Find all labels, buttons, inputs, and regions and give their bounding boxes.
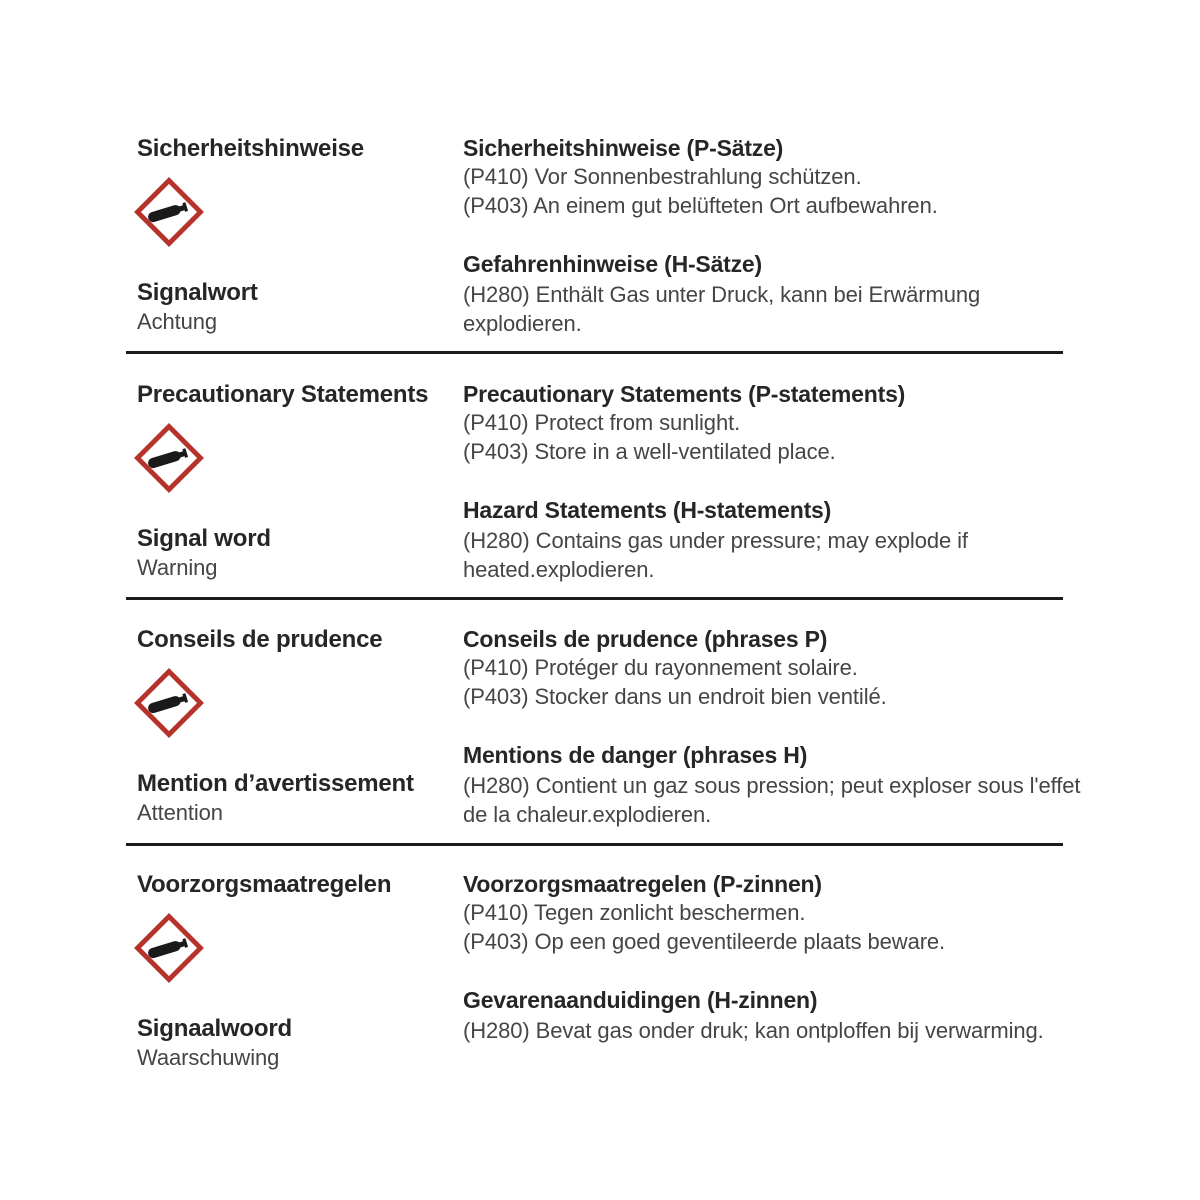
section-english-left-column <box>137 381 463 626</box>
ghs04-gas-cylinder-icon <box>134 668 204 738</box>
h-statements-heading: Hazard Statements (H-statements) <box>463 497 832 523</box>
p-statement: (P410) Tegen zonlicht beschermen. <box>463 900 806 925</box>
h-statements-heading: Mentions de danger (phrases H) <box>463 742 808 768</box>
signal-word-value: Warning <box>137 555 218 580</box>
section-title: Sicherheitshinweise <box>137 135 364 162</box>
section-german <box>137 135 1063 380</box>
h-statement: (H280) Contains gas under pressure; may explode if heated.explodieren. <box>463 528 968 582</box>
signal-word-label: Mention d’avertissement <box>137 770 414 797</box>
section-french <box>137 626 1081 871</box>
ghs04-gas-cylinder-icon <box>134 913 204 983</box>
p-statement: (P410) Protéger du rayonnement solaire. <box>463 655 858 680</box>
section-title: Voorzorgsmaatregelen <box>137 871 392 898</box>
p-statement: (P410) Protect from sunlight. <box>463 410 741 435</box>
section-divider <box>126 843 1063 846</box>
section-german-left-column <box>137 135 463 380</box>
h-statements-heading: Gefahrenhinweise (H-Sätze) <box>463 251 762 277</box>
p-statements-heading: Precautionary Statements (P-statements) <box>463 381 906 407</box>
ghs04-gas-cylinder-icon <box>134 423 204 493</box>
section-dutch-left-column <box>137 871 463 1116</box>
h-statement: (H280) Contient un gaz sous pression; peut exploser sous l'effet de la chaleur.explodieren. <box>463 773 1081 827</box>
section-dutch <box>137 871 1063 1116</box>
p-statements-heading: Sicherheitshinweise (P-Sätze) <box>463 135 784 161</box>
signal-word-value: Achtung <box>137 309 218 334</box>
section-french-right-column <box>463 626 1083 871</box>
signal-word-label: Signal word <box>137 525 271 552</box>
p-statements-heading: Voorzorgsmaatregelen (P-zinnen) <box>463 871 822 897</box>
section-english <box>137 381 1063 626</box>
signal-word-value: Attention <box>137 800 223 825</box>
p-statement: (P403) An einem gut belüfteten Ort aufbewahren. <box>463 193 938 218</box>
signal-word-label: Signaalwoord <box>137 1015 292 1042</box>
h-statement: (H280) Bevat gas onder druk; kan ontploffen bij verwarming. <box>463 1018 1044 1043</box>
signal-word-label: Signalwort <box>137 279 258 306</box>
p-statements-heading: Conseils de prudence (phrases P) <box>463 626 828 652</box>
section-dutch-right-column <box>463 871 1083 1116</box>
p-statement: (P403) Stocker dans un endroit bien ventilé. <box>463 684 887 709</box>
section-german-right-column <box>463 135 1083 380</box>
p-statement: (P403) Op een goed geventileerde plaats beware. <box>463 929 946 954</box>
section-divider <box>126 351 1063 354</box>
p-statement: (P410) Vor Sonnenbestrahlung schützen. <box>463 164 862 189</box>
ghs04-gas-cylinder-icon <box>134 177 204 247</box>
section-french-left-column <box>137 626 463 871</box>
h-statement: (H280) Enthält Gas unter Druck, kann bei Erwärmung explodieren. <box>463 282 981 336</box>
section-divider <box>126 597 1063 600</box>
h-statements-heading: Gevarenaanduidingen (H-zinnen) <box>463 987 818 1013</box>
p-statement: (P403) Store in a well-ventilated place. <box>463 439 836 464</box>
section-title: Precautionary Statements <box>137 381 429 408</box>
section-english-right-column <box>463 381 1083 626</box>
section-title: Conseils de prudence <box>137 626 383 653</box>
signal-word-value: Waarschuwing <box>137 1045 280 1070</box>
